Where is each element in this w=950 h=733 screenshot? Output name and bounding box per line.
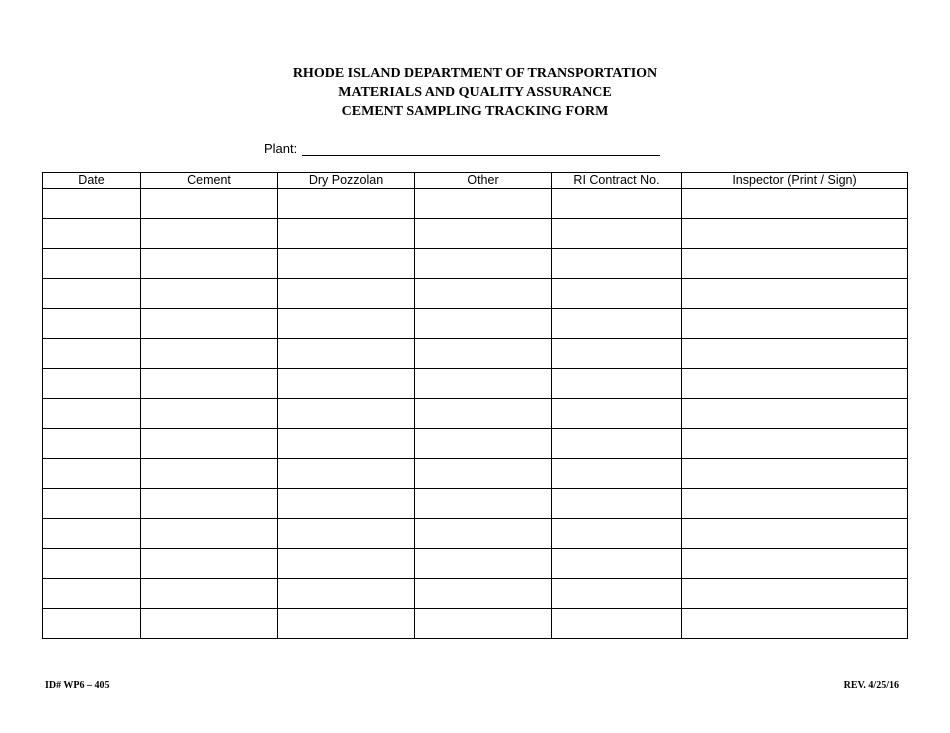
table-row	[43, 399, 908, 429]
ri-contract-no-cell[interactable]	[552, 579, 682, 609]
table-row	[43, 339, 908, 369]
other-cell[interactable]	[415, 189, 552, 219]
ri-contract-no-cell[interactable]	[552, 489, 682, 519]
table-row	[43, 519, 908, 549]
table-header-row	[43, 173, 908, 189]
date-cell[interactable]	[43, 339, 141, 369]
inspector-cell[interactable]	[682, 309, 908, 339]
table-row	[43, 249, 908, 279]
other-cell[interactable]	[415, 549, 552, 579]
other-cell[interactable]	[415, 279, 552, 309]
table-row	[43, 189, 908, 219]
cement-cell[interactable]	[141, 189, 278, 219]
other-cell[interactable]	[415, 339, 552, 369]
inspector-cell[interactable]	[682, 549, 908, 579]
column-header-dry-pozzolan: Dry Pozzolan	[278, 173, 415, 189]
ri-contract-no-cell[interactable]	[552, 369, 682, 399]
table-row	[43, 279, 908, 309]
other-cell[interactable]	[415, 609, 552, 639]
other-cell[interactable]	[415, 579, 552, 609]
inspector-cell[interactable]	[682, 459, 908, 489]
ri-contract-no-cell[interactable]	[552, 309, 682, 339]
other-cell[interactable]	[415, 429, 552, 459]
inspector-cell[interactable]	[682, 219, 908, 249]
form-title: CEMENT SAMPLING TRACKING FORM	[341, 104, 609, 119]
inspector-cell[interactable]	[682, 339, 908, 369]
dry-pozzolan-cell[interactable]	[278, 519, 415, 549]
dry-pozzolan-cell[interactable]	[278, 189, 415, 219]
inspector-cell[interactable]	[682, 249, 908, 279]
cement-cell[interactable]	[141, 399, 278, 429]
table-row	[43, 459, 908, 489]
date-cell[interactable]	[43, 549, 141, 579]
cement-cell[interactable]	[141, 279, 278, 309]
plant-label: Plant:	[264, 141, 298, 156]
cement-cell[interactable]	[141, 309, 278, 339]
date-cell[interactable]	[43, 309, 141, 339]
date-cell[interactable]	[43, 429, 141, 459]
date-cell[interactable]	[43, 369, 141, 399]
dry-pozzolan-cell[interactable]	[278, 219, 415, 249]
date-cell[interactable]	[43, 609, 141, 639]
date-cell[interactable]	[43, 249, 141, 279]
dry-pozzolan-cell[interactable]	[278, 579, 415, 609]
cement-cell[interactable]	[141, 459, 278, 489]
cement-cell[interactable]	[141, 579, 278, 609]
inspector-cell[interactable]	[682, 489, 908, 519]
ri-contract-no-cell[interactable]	[552, 189, 682, 219]
inspector-cell[interactable]	[682, 279, 908, 309]
dry-pozzolan-cell[interactable]	[278, 459, 415, 489]
table-row	[43, 309, 908, 339]
date-cell[interactable]	[43, 459, 141, 489]
other-cell[interactable]	[415, 309, 552, 339]
division-title: MATERIALS AND QUALITY ASSURANCE	[338, 85, 612, 100]
ri-contract-no-cell[interactable]	[552, 519, 682, 549]
date-cell[interactable]	[43, 489, 141, 519]
table-row	[43, 489, 908, 519]
cement-cell[interactable]	[141, 339, 278, 369]
other-cell[interactable]	[415, 519, 552, 549]
table-body	[43, 189, 908, 639]
other-cell[interactable]	[415, 399, 552, 429]
form-header	[0, 64, 950, 121]
cement-cell[interactable]	[141, 249, 278, 279]
other-cell[interactable]	[415, 369, 552, 399]
table-row	[43, 219, 908, 249]
dry-pozzolan-cell[interactable]	[278, 309, 415, 339]
column-header-inspector: Inspector (Print / Sign)	[682, 173, 908, 189]
date-cell[interactable]	[43, 399, 141, 429]
ri-contract-no-cell[interactable]	[552, 609, 682, 639]
ri-contract-no-cell[interactable]	[552, 429, 682, 459]
ri-contract-no-cell[interactable]	[552, 399, 682, 429]
date-cell[interactable]	[43, 189, 141, 219]
form-id: ID# WP6 – 405	[45, 680, 110, 691]
table-row	[43, 579, 908, 609]
date-cell[interactable]	[43, 519, 141, 549]
date-cell[interactable]	[43, 579, 141, 609]
other-cell[interactable]	[415, 459, 552, 489]
sampling-table	[42, 172, 908, 639]
ri-contract-no-cell[interactable]	[552, 459, 682, 489]
column-header-other: Other	[415, 173, 552, 189]
cement-cell[interactable]	[141, 429, 278, 459]
dry-pozzolan-cell[interactable]	[278, 279, 415, 309]
date-cell[interactable]	[43, 219, 141, 249]
ri-contract-no-cell[interactable]	[552, 219, 682, 249]
column-header-ri-contract-no: RI Contract No.	[552, 173, 682, 189]
cement-cell[interactable]	[141, 219, 278, 249]
dry-pozzolan-cell[interactable]	[278, 249, 415, 279]
dry-pozzolan-cell[interactable]	[278, 399, 415, 429]
inspector-cell[interactable]	[682, 369, 908, 399]
column-header-cement: Cement	[141, 173, 278, 189]
cement-cell[interactable]	[141, 549, 278, 579]
other-cell[interactable]	[415, 219, 552, 249]
cement-cell[interactable]	[141, 519, 278, 549]
date-cell[interactable]	[43, 279, 141, 309]
inspector-cell[interactable]	[682, 399, 908, 429]
other-cell[interactable]	[415, 489, 552, 519]
plant-input-line[interactable]	[302, 155, 660, 156]
dry-pozzolan-cell[interactable]	[278, 339, 415, 369]
table-row	[43, 549, 908, 579]
other-cell[interactable]	[415, 249, 552, 279]
department-title: RHODE ISLAND DEPARTMENT OF TRANSPORTATION	[292, 66, 658, 81]
ri-contract-no-cell[interactable]	[552, 249, 682, 279]
inspector-cell[interactable]	[682, 429, 908, 459]
inspector-cell[interactable]	[682, 519, 908, 549]
dry-pozzolan-cell[interactable]	[278, 609, 415, 639]
revision-date: REV. 4/25/16	[843, 680, 899, 691]
table-row	[43, 369, 908, 399]
ri-contract-no-cell[interactable]	[552, 279, 682, 309]
inspector-cell[interactable]	[682, 189, 908, 219]
dry-pozzolan-cell[interactable]	[278, 369, 415, 399]
cement-cell[interactable]	[141, 609, 278, 639]
dry-pozzolan-cell[interactable]	[278, 489, 415, 519]
inspector-cell[interactable]	[682, 609, 908, 639]
table-row	[43, 609, 908, 639]
inspector-cell[interactable]	[682, 579, 908, 609]
plant-field	[264, 140, 664, 158]
dry-pozzolan-cell[interactable]	[278, 549, 415, 579]
cement-cell[interactable]	[141, 489, 278, 519]
column-header-date: Date	[43, 173, 141, 189]
cement-cell[interactable]	[141, 369, 278, 399]
ri-contract-no-cell[interactable]	[552, 339, 682, 369]
dry-pozzolan-cell[interactable]	[278, 429, 415, 459]
table-row	[43, 429, 908, 459]
ri-contract-no-cell[interactable]	[552, 549, 682, 579]
